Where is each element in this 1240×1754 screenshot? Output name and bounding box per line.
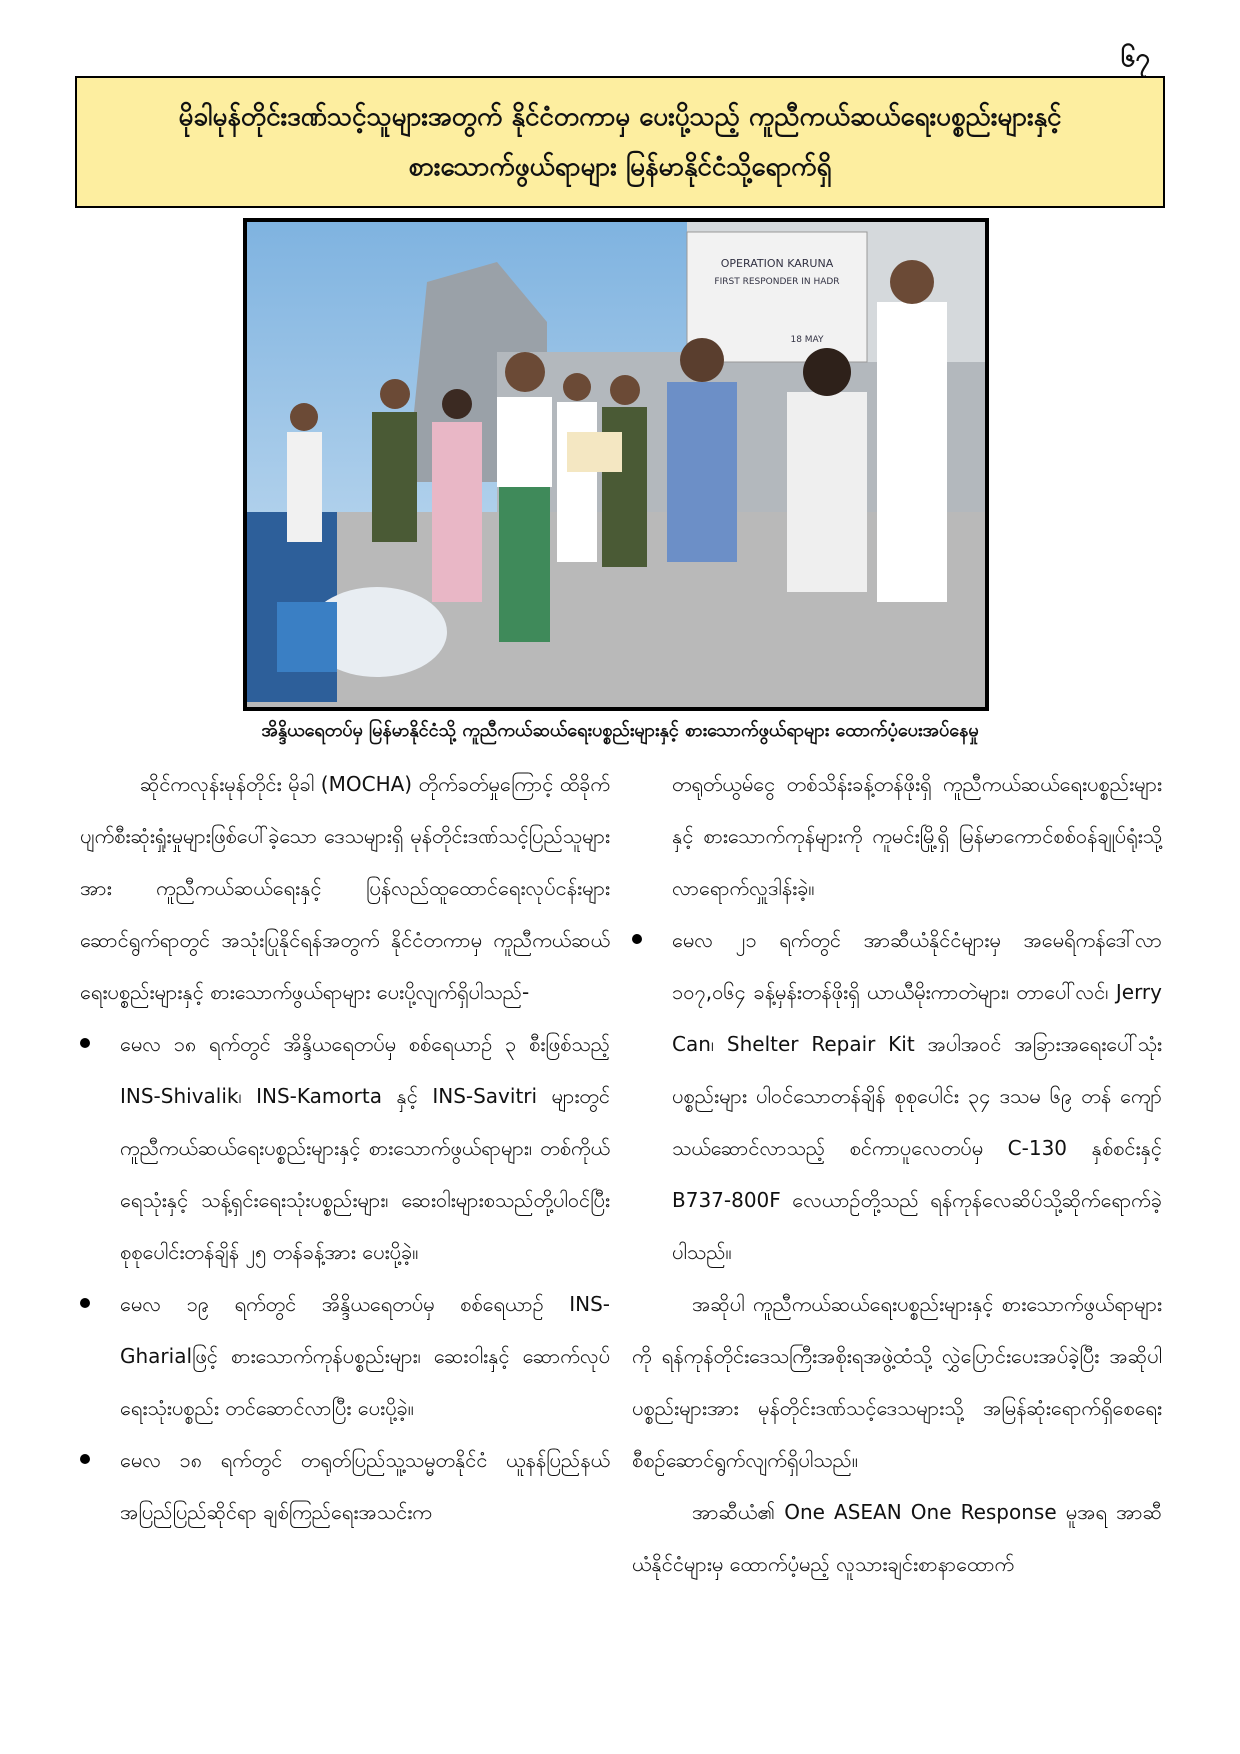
bullet-text: မေလ ၁၈ ရက်တွင် တရုတ်ပြည်သူ့သမ္မတနိုင်ငံ ယူနန်ပြည်နယ်အပြည်ပြည်ဆိုင်ရာ ချစ်ကြည်ရေးအသင်းက <box>120 1448 610 1524</box>
list-item <box>80 1018 610 1278</box>
list-item <box>632 914 1162 1278</box>
photo-illustration <box>247 222 985 707</box>
list-item <box>80 1278 610 1434</box>
bullet-text: မေလ ၁၈ ရက်တွင် အိန္ဒိယရေတပ်မှ စစ်ရေယာဉ် ၃ စီးဖြစ်သည့် INS-Shivalik၊ INS-Kamorta နှင့် INS-Savitri များတွင် ကူညီကယ်ဆယ်ရေးပစ္စည်းများနှင့် စားသောက်ဖွယ်ရာများ၊ တစ်ကိုယ်ရေသုံးနှင့် သန့်ရှင်းရေးသုံးပစ္စည်းများ၊ ဆေးဝါးများစသည်တို့ပါဝင်ပြီး စုစုပေါင်းတန်ချိန် ၂၅ တန်ခန့်အား ပေးပို့ခဲ့။ <box>120 1032 610 1264</box>
title-line-2: စားသောက်ဖွယ်ရာများ မြန်မာနိုင်ငံသို့ရောက်ရှိ <box>408 152 832 182</box>
banner-date: 18 MAY <box>790 335 824 345</box>
list-item <box>80 1434 610 1538</box>
right-bullet-list <box>632 914 1162 1278</box>
left-column <box>80 758 610 1538</box>
asean-paragraph: အာဆီယံ၏ One ASEAN One Response မူအရ အာဆီယံနိုင်ငံများမှ ထောက်ပံ့မည့် လူသားချင်းစာနာထောက် <box>632 1500 1162 1576</box>
bullet-icon <box>80 1298 90 1308</box>
news-photo <box>243 218 989 711</box>
title-line-1: မိုခါမုန်တိုင်းဒဏ်သင့်သူများအတွက် နိုင်ငံတကာမှ ပေးပို့သည့် ကူညီကယ်ဆယ်ရေးပစ္စည်းများနှင့် <box>178 102 1062 132</box>
right-column <box>632 758 1162 1590</box>
intro-paragraph: ဆိုင်ကလုန်းမုန်တိုင်း မိုခါ (MOCHA) တိုက်ခတ်မှုကြောင့် ထိခိုက်ပျက်စီးဆုံးရှုံးမှုများဖြစ်ပေါ်ခဲ့သော ဒေသများရှိ မုန်တိုင်းဒဏ်သင့်ပြည်သူများအား ကူညီကယ်ဆယ်ရေးနှင့် ပြန်လည်ထူထောင်ရေးလုပ်ငန်းများဆောင်ရွက်ရာတွင် အသုံးပြုနိုင်ရန်အတွက် နိုင်ငံတကာမှ ကူညီကယ်ဆယ်ရေးပစ္စည်းများနှင့် စားသောက်ဖွယ်ရာများ ပေးပို့လျက်ရှိပါသည်- <box>80 772 610 1004</box>
bullet-icon <box>80 1038 90 1048</box>
title-box <box>75 76 1165 208</box>
bullet-text: မေလ ၁၉ ရက်တွင် အိန္ဒိယရေတပ်မှ စစ်ရေယာဉ် INS-Gharialဖြင့် စားသောက်ကုန်ပစ္စည်းများ၊ ဆေးဝါးနှင့် ဆောက်လုပ်ရေးသုံးပစ္စည်း တင်ဆောင်လာပြီး ပေးပို့ခဲ့။ <box>120 1292 610 1420</box>
page-number: ၆၇ <box>1120 43 1150 73</box>
continuation-paragraph: တရုတ်ယွမ်ငွေ တစ်သိန်းခန့်တန်ဖိုးရှိ ကူညီကယ်ဆယ်ရေးပစ္စည်းများနှင့် စားသောက်ကုန်များကို ကူမင်းမြို့ရှိ မြန်မာကောင်စစ်ဝန်ချုပ်ရုံးသို့ လာရောက်လှူဒါန်းခဲ့။ <box>672 772 1162 900</box>
blue-container <box>277 602 337 672</box>
bullet-text: မေလ ၂၁ ရက်တွင် အာဆီယံနိုင်ငံများမှ အမေရိကန်ဒေါ်လာ ၁၀၇,၀၆၄ ခန့်မှန်းတန်ဖိုးရှိ ယာယီမိုးကာတဲများ၊ တာပေါ်လင်၊ Jerry Can၊ Shelter Repair Kit အပါအဝင် အခြားအရေးပေါ်သုံးပစ္စည်းများ ပါဝင်သောတန်ချိန် စုစုပေါင်း ၃၄ ဒသမ ၆၉ တန် ကျော် သယ်ဆောင်လာသည့် စင်ကာပူလေတပ်မှ C-130 နှစ်စင်းနှင့် B737-800F လေယာဉ်တို့သည် ရန်ကုန်လေဆိပ်သို့ဆိုက်ရောက်ခဲ့ပါသည်။ <box>672 928 1162 1264</box>
bullet-icon <box>80 1454 90 1464</box>
handover-paragraph: အဆိုပါ ကူညီကယ်ဆယ်ရေးပစ္စည်းများနှင့် စားသောက်ဖွယ်ရာများကို ရန်ကုန်တိုင်းဒေသကြီးအစိုးရအဖွဲ့ထံသို့ လွှဲပြောင်းပေးအပ်ခဲ့ပြီး အဆိုပါပစ္စည်းများအား မုန်တိုင်းဒဏ်သင့်ဒေသများသို့ အမြန်ဆုံးရောက်ရှိစေရေး စီစဉ်ဆောင်ရွက်လျက်ရှိပါသည်။ <box>632 1292 1162 1472</box>
bullet-icon <box>632 934 642 944</box>
photo-caption: အိန္ဒိယရေတပ်မှ မြန်မာနိုင်ငံသို့ ကူညီကယ်ဆယ်ရေးပစ္စည်းများနှင့် စားသောက်ဖွယ်ရာများ ထောက်ပံ့ပေးအပ်နေမှု <box>261 720 979 741</box>
banner-title: OPERATION KARUNA <box>720 257 834 270</box>
left-bullet-list <box>80 1018 610 1538</box>
banner-subtitle: FIRST RESPONDER IN HADR <box>714 277 840 287</box>
